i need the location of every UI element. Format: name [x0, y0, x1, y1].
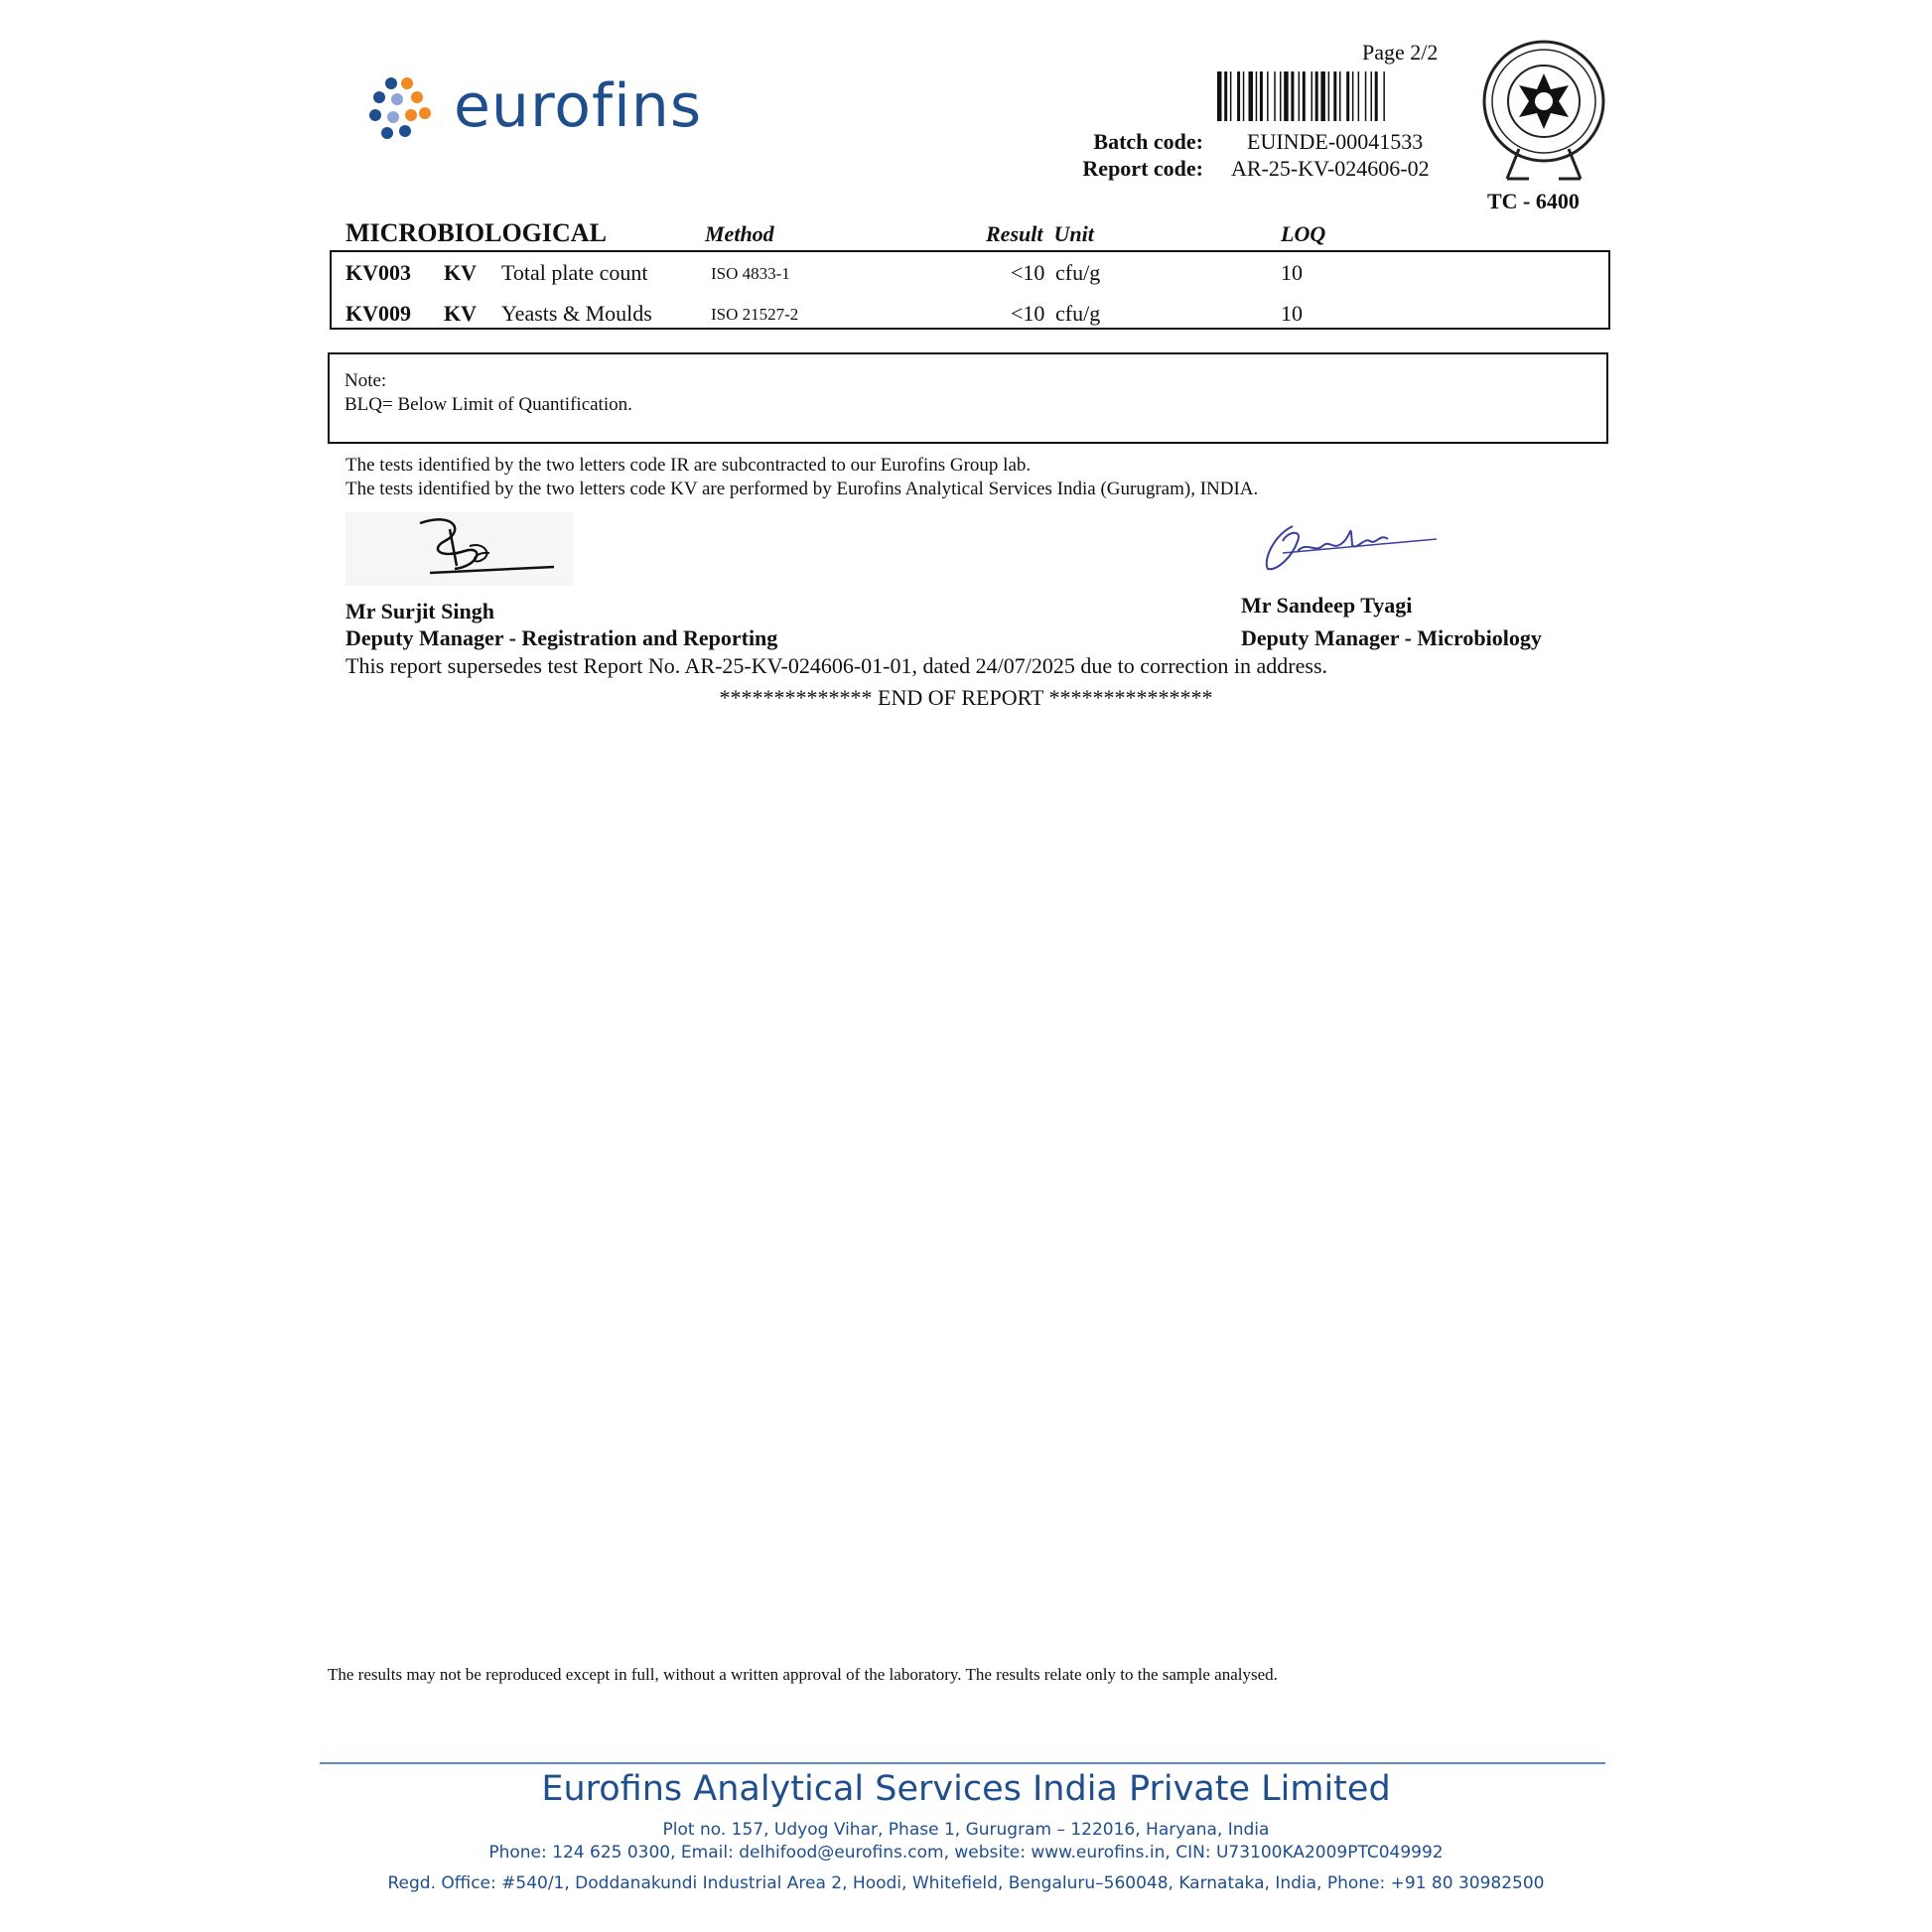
report-code-label: Report code:: [1082, 156, 1203, 181]
signature-surjit-singh: [345, 511, 574, 586]
column-header-method: Method: [705, 221, 774, 246]
table-cell-unit: cfu/g: [1055, 301, 1101, 326]
footer-regd-office: Regd. Office: #540/1, Doddanakundi Industrial Area 2, Hoodi, Whitefield, Bengaluru–560048, Karnataka, India, Phone: +91 80 30982500: [387, 1873, 1545, 1893]
eurofins-logo: [367, 71, 725, 145]
brand-wordmark: eurofins: [454, 71, 703, 141]
signer-title: Deputy Manager - Microbiology: [1241, 625, 1542, 650]
footer-divider: [320, 1762, 1605, 1764]
page-number: Page 2/2: [1362, 40, 1439, 65]
column-header-result-unit: Result Unit: [986, 221, 1094, 246]
eurofins-dots-icon: [367, 75, 439, 145]
signer-title: Deputy Manager - Registration and Reporting: [345, 625, 778, 650]
accreditation-seal-icon: [1477, 40, 1610, 189]
table-cell-result: <10: [1011, 301, 1045, 326]
footer-contact: Phone: 124 625 0300, Email: delhifood@eurofins.com, website: www.eurofins.in, CIN: U73100KA2009PTC049992: [488, 1843, 1444, 1863]
info-line: The tests identified by the two letters code KV are performed by Eurofins Analytical Services India (Gurugram), INDIA.: [345, 479, 1259, 499]
table-cell-result: <10: [1011, 260, 1045, 285]
signer-name: Mr Surjit Singh: [345, 599, 494, 623]
info-line: The tests identified by the two letters code IR are subcontracted to our Eurofins Group lab.: [345, 455, 1032, 476]
table-cell-unit: cfu/g: [1055, 260, 1101, 285]
barcode-icon: [1217, 71, 1438, 121]
table-cell-method: ISO 4833-1: [711, 264, 790, 283]
table-cell-method: ISO 21527-2: [711, 305, 799, 324]
section-title: MICROBIOLOGICAL: [345, 218, 607, 247]
footer-company: Eurofins Analytical Services India Private Limited: [541, 1769, 1391, 1809]
signature-sandeep-tyagi: [1253, 511, 1442, 586]
table-cell-test: Total plate count: [501, 260, 648, 285]
note-box: [328, 352, 1608, 444]
footer-address: Plot no. 157, Udyog Vihar, Phase 1, Gurugram – 122016, Haryana, India: [662, 1820, 1270, 1840]
table-cell-loq: 10: [1281, 301, 1303, 326]
disclaimer: The results may not be reproduced except in full, without a written approval of the laboratory. The results relate only to the sample analysed.: [328, 1665, 1278, 1684]
note-text: BLQ= Below Limit of Quantification.: [345, 394, 632, 415]
column-header-loq: LOQ: [1281, 221, 1326, 246]
table-cell-lab: KV: [444, 301, 477, 326]
supersedes-text: This report supersedes test Report No. AR-25-KV-024606-01-01, dated 24/07/2025 due to correction in address.: [345, 653, 1328, 678]
table-cell-lab: KV: [444, 260, 477, 285]
end-of-report: ************** END OF REPORT ***************: [719, 685, 1213, 710]
batch-code-label: Batch code:: [1093, 129, 1203, 154]
table-cell-code: KV009: [345, 301, 411, 326]
accreditation-number: TC - 6400: [1487, 189, 1580, 213]
table-cell-code: KV003: [345, 260, 411, 285]
report-code-value: AR-25-KV-024606-02: [1231, 156, 1430, 181]
batch-code-value: EUINDE-00041533: [1247, 129, 1424, 154]
note-title: Note:: [345, 370, 387, 391]
signer-name: Mr Sandeep Tyagi: [1241, 593, 1413, 618]
table-cell-test: Yeasts & Moulds: [501, 301, 652, 326]
table-cell-loq: 10: [1281, 260, 1303, 285]
